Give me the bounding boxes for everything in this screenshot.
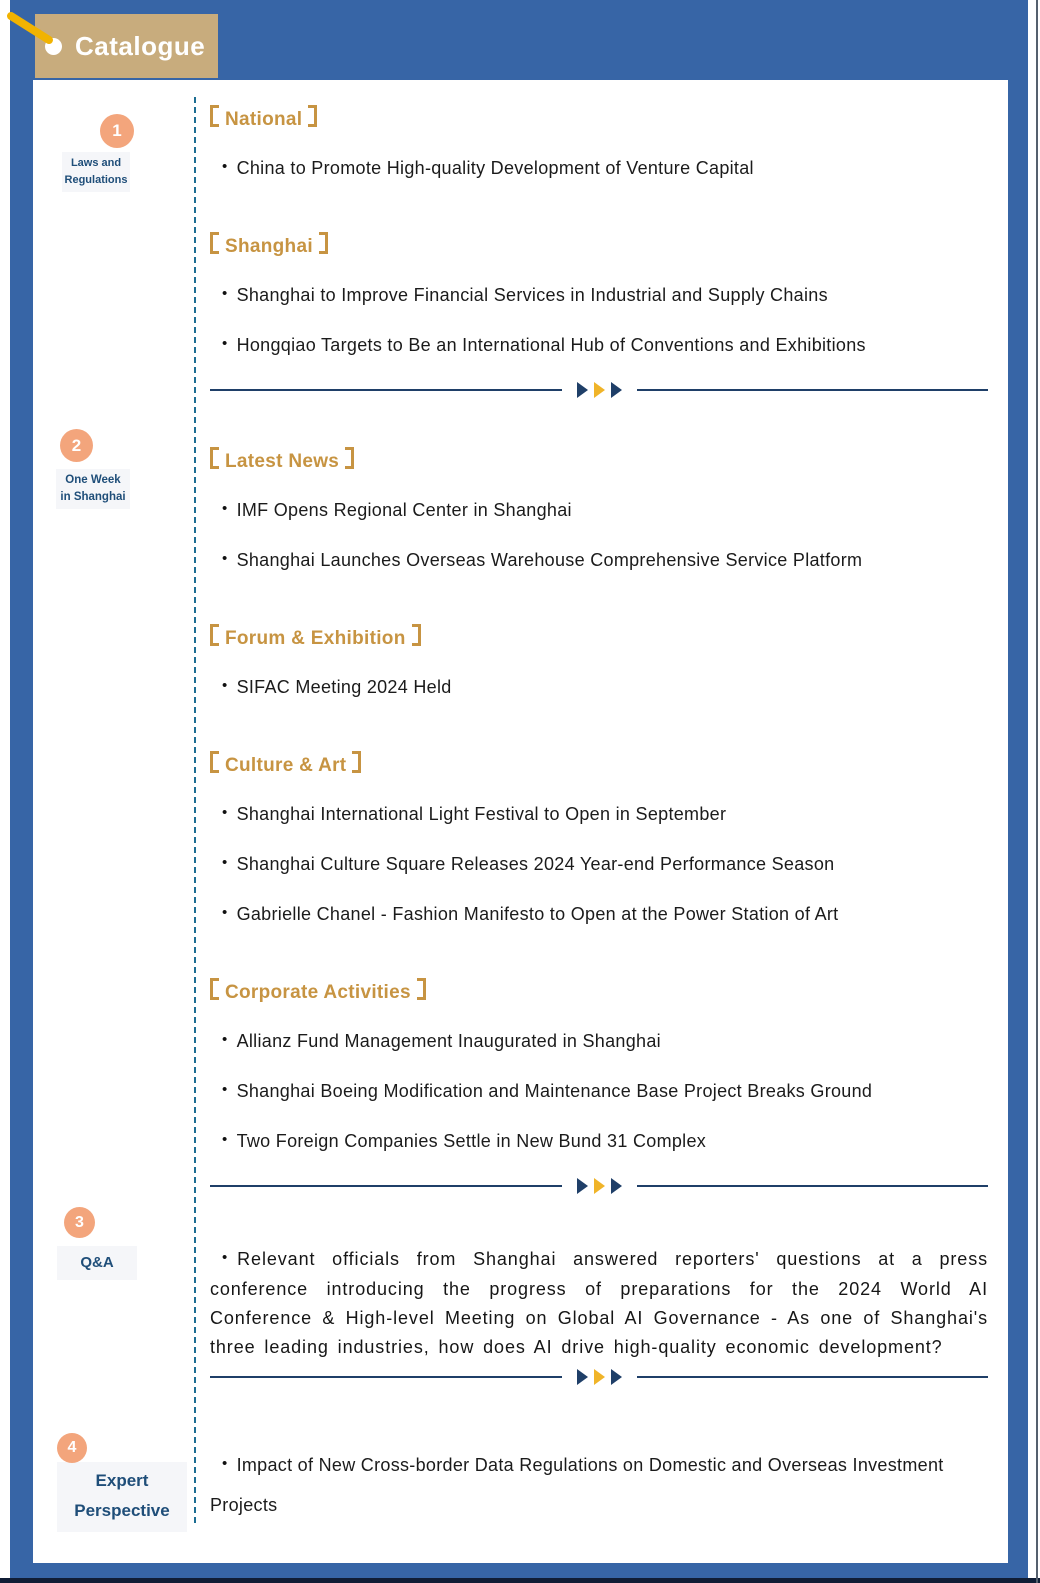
rail-label-line: Laws and (70, 157, 122, 169)
page-right-edge (1036, 0, 1038, 1583)
group-header-label: Culture & Art (225, 755, 347, 776)
section-number-badge-1: 1 (100, 114, 134, 148)
arrow-right-icon (577, 1178, 588, 1194)
divider-line (637, 389, 989, 391)
divider-line (210, 1376, 562, 1378)
rail-label-line: One Week (65, 474, 121, 486)
section-divider (210, 1370, 988, 1384)
bullet-icon: • (222, 285, 228, 302)
arrow-right-icon (611, 1178, 622, 1194)
qa-catalogue-item[interactable] (210, 1245, 988, 1362)
group-header-shanghai (210, 232, 988, 259)
catalogue-item[interactable] (210, 156, 988, 182)
bullet-icon: • (222, 1249, 229, 1266)
bullet-icon: • (222, 1081, 228, 1098)
bracket-right-icon (412, 624, 421, 646)
divider-arrows-icon (574, 382, 625, 398)
catalogue-item[interactable] (210, 498, 988, 524)
catalogue-item-text: China to Promote High-quality Development of Venture Capital (236, 158, 754, 178)
catalogue-item-text: Hongqiao Targets to Be an International Hub of Conventions and Exhibitions (236, 335, 866, 355)
arrow-right-icon (594, 1369, 605, 1385)
arrow-right-icon (594, 1178, 605, 1194)
divider-line (637, 1376, 989, 1378)
group-header-culture-art (210, 751, 988, 778)
rail-label-line: in Shanghai (60, 491, 126, 503)
group-header-label: Shanghai (225, 236, 313, 257)
catalogue-item-text: Shanghai International Light Festival to Open in September (236, 804, 727, 824)
group-header-label: National (225, 109, 303, 130)
rail-label-laws-and-regulations (62, 152, 130, 192)
catalogue-item[interactable] (210, 283, 988, 309)
group-header-forum-exhibition (210, 624, 988, 651)
group-header-national (210, 105, 988, 132)
group-header-label: Latest News (225, 451, 340, 472)
bracket-right-icon (417, 978, 426, 1000)
divider-line (210, 1185, 562, 1187)
catalogue-item[interactable] (210, 1079, 988, 1105)
rail-label-qa (57, 1246, 137, 1280)
catalogue-item[interactable] (210, 852, 988, 878)
divider-line (210, 389, 562, 391)
divider-arrows-icon (574, 1178, 625, 1194)
catalogue-item-text: SIFAC Meeting 2024 Held (236, 677, 452, 697)
catalogue-item-text: IMF Opens Regional Center in Shanghai (236, 500, 572, 520)
bullet-icon: • (222, 904, 228, 921)
bracket-left-icon (210, 447, 219, 469)
catalogue-item[interactable] (210, 802, 988, 828)
bullet-icon: • (222, 677, 228, 694)
catalogue-item-text: Shanghai Culture Square Releases 2024 Year-end Performance Season (236, 854, 835, 874)
arrow-right-icon (611, 382, 622, 398)
bullet-icon: • (222, 335, 228, 352)
group-header-label: Forum & Exhibition (225, 628, 406, 649)
catalogue-item-text: Gabrielle Chanel - Fashion Manifesto to Open at the Power Station of Art (236, 904, 839, 924)
catalogue-item-text: Impact of New Cross-border Data Regulations on Domestic and Overseas Investment Projects (210, 1455, 944, 1515)
page-title: Catalogue (75, 30, 206, 61)
bracket-right-icon (345, 447, 354, 469)
bullet-icon: • (222, 804, 228, 821)
bracket-left-icon (210, 232, 219, 254)
bullet-icon: • (222, 1131, 228, 1148)
bullet-icon: • (222, 550, 228, 567)
catalogue-item-text: Two Foreign Companies Settle in New Bund 31 Complex (236, 1131, 707, 1151)
rail-label-line: Expert (95, 1471, 149, 1490)
bracket-left-icon (210, 978, 219, 1000)
catalogue-item[interactable] (210, 1129, 988, 1155)
group-header-corporate-activities (210, 978, 988, 1005)
arrow-right-icon (594, 382, 605, 398)
divider-line (637, 1185, 989, 1187)
catalogue-item[interactable] (210, 1029, 988, 1055)
rail-label-line: Regulations (64, 174, 128, 186)
rail-label-one-week-in-shanghai (56, 469, 130, 509)
catalogue-item-text: Relevant officials from Shanghai answered reporters' questions at a press conference introducing the progress of preparations for the 2024 World AI Conference & High-level Meeting on Global AI Governance - As one of Shanghai's three leading industries, how does AI drive high-quality economic development? (210, 1249, 988, 1357)
catalogue-content (210, 0, 988, 1524)
arrow-right-icon (577, 382, 588, 398)
frame-left-border (10, 0, 33, 1563)
bullet-icon: • (222, 158, 228, 175)
group-header-latest-news (210, 447, 988, 474)
bracket-right-icon (352, 751, 361, 773)
bracket-left-icon (210, 624, 219, 646)
bullet-icon: • (222, 500, 228, 517)
bullet-icon: • (222, 854, 228, 871)
catalogue-item[interactable] (210, 333, 988, 359)
frame-right-border (1008, 0, 1028, 1563)
bullet-icon: • (222, 1031, 228, 1048)
rail-label-line: Q&A (80, 1254, 114, 1271)
catalogue-item-text: Allianz Fund Management Inaugurated in Shanghai (236, 1031, 661, 1051)
bracket-right-icon (319, 232, 328, 254)
bullet-icon: • (222, 1455, 228, 1472)
rail-label-line: Perspective (74, 1501, 170, 1520)
catalogue-item-text: Shanghai to Improve Financial Services in Industrial and Supply Chains (236, 285, 828, 305)
section-number-badge-2: 2 (60, 429, 93, 462)
catalogue-item[interactable] (210, 902, 988, 928)
arrow-right-icon (577, 1369, 588, 1385)
divider-arrows-icon (574, 1369, 625, 1385)
expert-catalogue-item[interactable] (210, 1446, 988, 1524)
group-header-label: Corporate Activities (225, 982, 411, 1003)
page-bottom-edge (0, 1578, 1040, 1583)
bracket-left-icon (210, 751, 219, 773)
bracket-left-icon (210, 105, 219, 127)
rail-label-expert-perspective (57, 1462, 187, 1532)
section-divider (210, 1179, 988, 1193)
catalogue-item-text: Shanghai Launches Overseas Warehouse Comprehensive Service Platform (236, 550, 863, 570)
section-number-badge-4: 4 (57, 1433, 87, 1463)
catalogue-item[interactable] (210, 548, 988, 574)
section-divider (210, 383, 988, 397)
arrow-right-icon (611, 1369, 622, 1385)
catalogue-item-text: Shanghai Boeing Modification and Maintenance Base Project Breaks Ground (236, 1081, 873, 1101)
pen-line-icon (0, 0, 72, 58)
vertical-dashed-divider (194, 97, 196, 1523)
section-number-badge-3: 3 (64, 1207, 95, 1238)
catalogue-item[interactable] (210, 675, 988, 701)
bracket-right-icon (308, 105, 317, 127)
